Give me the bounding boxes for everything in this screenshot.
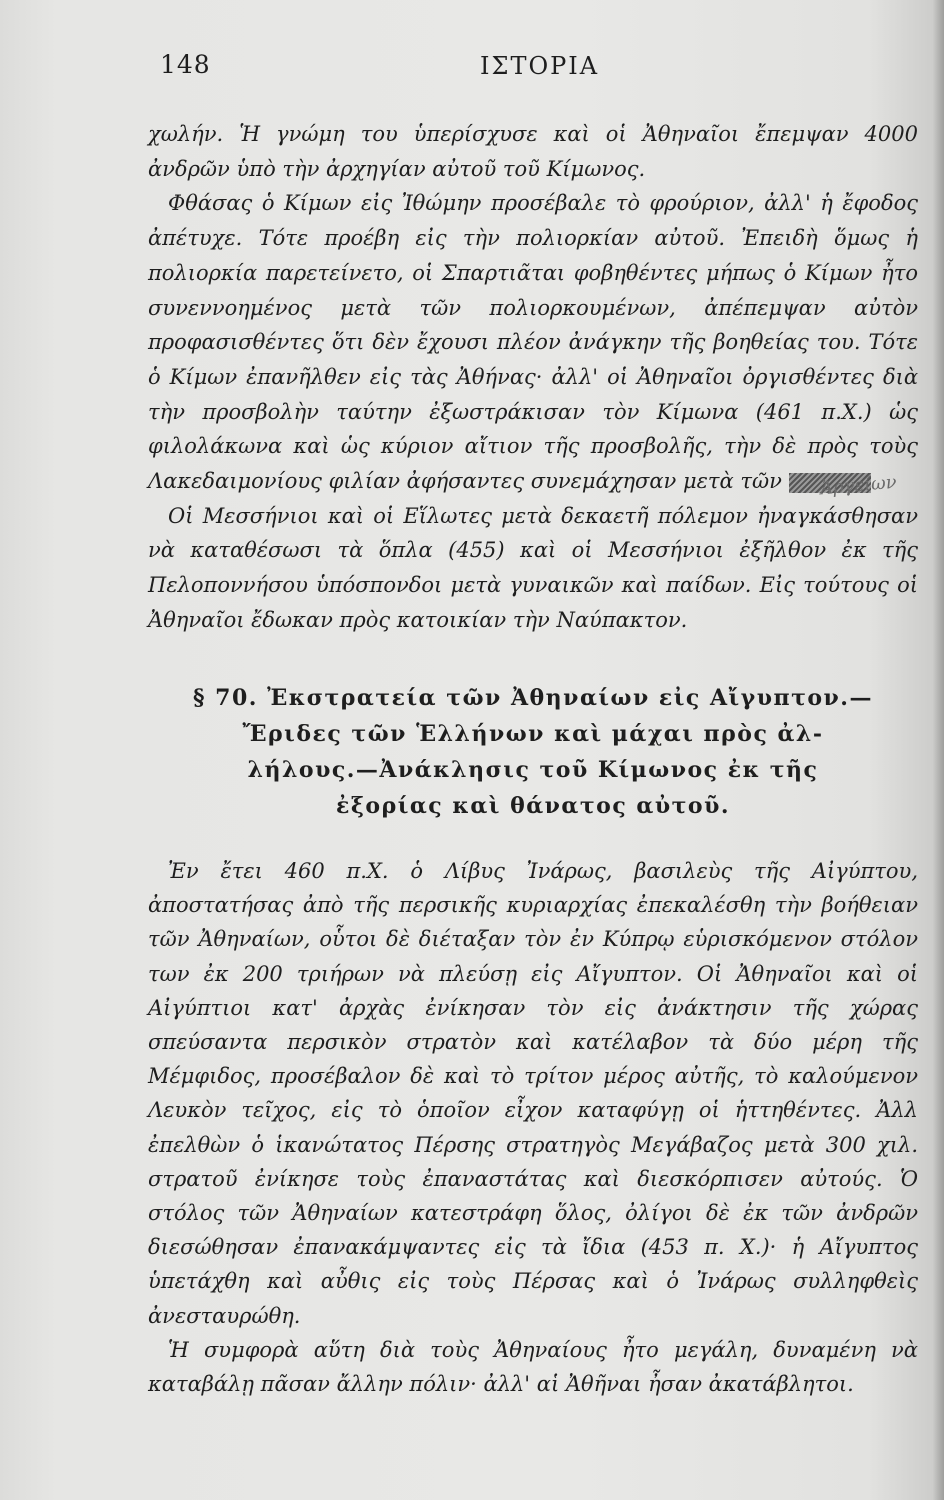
- heading-line: ἐξορίας καὶ θάνατος αὐτοῦ.: [336, 793, 730, 819]
- page-gutter: [932, 0, 944, 1500]
- heading-line: λήλους.—Ἀνάκλησις τοῦ Κίμωνος ἐκ τῆς: [247, 757, 819, 783]
- paragraph: Ἡ συμφορὰ αὕτη διὰ τοὺς Ἀθηναίους ἦτο μεγάλη, δυναμένη νὰ καταβάλῃ πᾶσαν ἄλλην πόλιν· ἀλλ' αἱ Ἀθῆναι ἦσαν ἀκατάβλητοι.: [148, 1337, 918, 1397]
- heading-line: § 70. Ἐκστρατεία τῶν Ἀθηναίων εἰς Αἴγυπτον.—: [193, 685, 873, 711]
- paragraph: χωλήν. Ἡ γνώμη του ὑπερίσχυσε καὶ οἱ Ἀθηναῖοι ἔπεμψαν 4000 ἀνδρῶν ὑπὸ τὴν ἀρχηγίαν αὐτοῦ τοῦ Κίμωνος.: [148, 122, 918, 181]
- paragraph: [148, 186, 918, 498]
- paragraph-text: Φθάσας ὁ Κίμων εἰς Ἰθώμην προσέβαλε τὸ φρούριον, ἀλλ' ἡ ἔφοδος ἀπέτυχε. Τότε προέβη εἰς τὴν πολιορκίαν αὐτοῦ. Ἐπειδὴ ὅμως ἡ πολιορκία παρετείνετο, οἱ Σπαρτιᾶται φοβηθέντες μήπως ὁ Κίμων ἦτο συνεννοημένος μετὰ τῶν πολιορκουμένων, ἀπέπεμψαν αὐτὸν προφασισθέντες ὅτι δὲν ἔχουσι πλέον ἀνάγκην τῆς βοηθείας του. Τότε ὁ Κίμων ἐπανῆλθεν εἰς τὰς Ἀθήνας· ἀλλ' οἱ Ἀθηναῖοι ὀργισθέντες διὰ τὴν προσβολὴν ταύτην ἐξωστράκισαν τὸν Κίμωνα (461 π.Χ.) ὡς φιλολάκωνα καὶ ὡς κύριον αἴτιον τῆς προσβολῆς, τὴν δὲ πρὸς τοὺς Λακεδαιμονίους φιλίαν ἀφήσαντες συνεμάχησαν μετὰ τῶν: [148, 191, 918, 494]
- body-text-top: [148, 117, 918, 638]
- section-heading: [148, 680, 918, 824]
- paragraph: Οἱ Μεσσήνιοι καὶ οἱ Εἵλωτες μετὰ δεκαετῆ πόλεμον ἠναγκάσθησαν νὰ καταθέσωσι τὰ ὅπλα (455) καὶ οἱ Μεσσήνιοι ἐξῆλθον ἐκ τῆς Πελοποννήσου ὑπόσπονδοι μετὰ γυναικῶν καὶ παίδων. Εἰς τούτους οἱ Ἀθηναῖοι ἔδωκαν πρὸς κατοικίαν τὴν Ναύπακτον.: [148, 503, 918, 632]
- page-number: 148: [160, 50, 211, 79]
- page-header: [160, 50, 920, 90]
- body-text-bottom: [148, 854, 918, 1401]
- paragraph: Ἐν ἔτει 460 π.Χ. ὁ Λίβυς Ἰνάρως, βασιλεὺς τῆς Αἰγύπτου, ἀποστατήσας ἀπὸ τῆς περσικῆς κυριαρχίας ἐπεκαλέσθη τὴν βοήθειαν τῶν Ἀθηναίων, οὗτοι δὲ διέταξαν τὸν ἐν Κύπρῳ εὑρισκόμενον στόλον των ἐκ 200 τριήρων νὰ πλεύσῃ εἰς Αἴγυπτον. Οἱ Ἀθηναῖοι καὶ οἱ Αἰγύπτιοι κατ' ἀρχὰς ἐνίκησαν τὸν εἰς ἀνάκτησιν τῆς χώρας σπεύσαντα περσικὸν στρατὸν καὶ κατέλαβον τὰ δύο μέρη τῆς Μέμφιδος, προσέβαλον δὲ καὶ τὸ τρίτον μέρος αὐτῆς, τὸ καλούμενον Λευκὸν τεῖχος, εἰς τὸ ὁποῖον εἶχον καταφύγῃ οἱ ἡττηθέντες. Ἀλλ ἐπελθὼν ὁ ἱκανώτατος Πέρσης στρατηγὸς Μεγάβαζος μετὰ 300 χιλ. στρατοῦ ἐνίκησε τοὺς ἐπαναστάτας καὶ διεσκόρπισεν αὐτούς. Ὁ στόλος τῶν Ἀθηναίων κατεστράφη ὅλος, ὀλίγοι δὲ ἐκ τῶν ἀνδρῶν διεσώθησαν ἐπανακάμψαντες εἰς τὰ ἴδια (453 π. Χ.)· ἡ Αἴγυπτος ὑπετάχθη καὶ αὖθις εἰς τοὺς Πέρσας καὶ ὁ Ἰνάρως συλληφθεὶς ἀνεσταυρώθη.: [148, 859, 918, 1328]
- heading-line: Ἔριδες τῶν Ἑλλήνων καὶ μάχαι πρὸς ἀλ-: [242, 721, 824, 747]
- running-title: ΙΣΤΟΡΙΑ: [480, 52, 600, 80]
- handwritten-correction: Ἀργείων: [819, 471, 898, 500]
